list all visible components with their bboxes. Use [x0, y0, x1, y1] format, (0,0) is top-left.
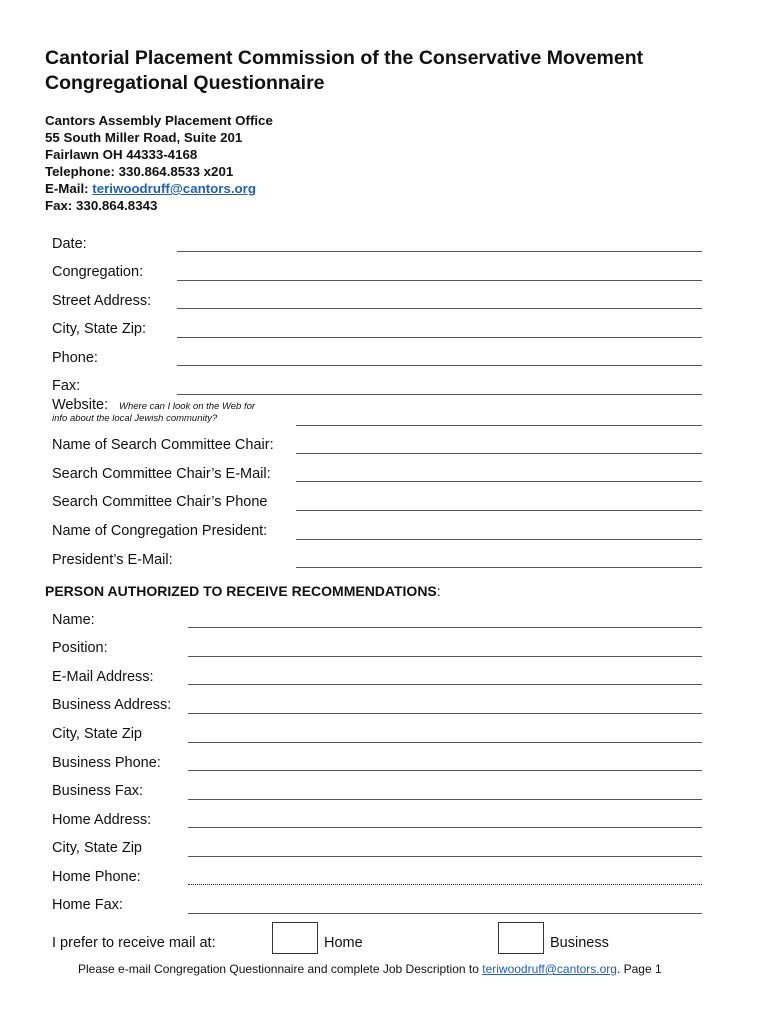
auth-name-label: Name: — [52, 612, 95, 628]
phone-field[interactable] — [177, 365, 702, 366]
office-email-row — [45, 180, 273, 197]
home-address-label: Home Address: — [52, 812, 152, 828]
search-chair-phone-label: Search Committee Chair’s Phone — [52, 494, 268, 510]
street-address-label: Street Address: — [52, 293, 152, 309]
home-fax-label: Home Fax: — [52, 897, 123, 913]
phone-label: Phone: — [52, 350, 98, 366]
title-line-2: Congregational Questionnaire — [45, 72, 325, 94]
business-address-field[interactable] — [188, 713, 702, 714]
president-email-label: President’s E-Mail: — [52, 552, 173, 568]
website-label: Website: — [52, 397, 109, 413]
office-fax: Fax: 330.864.8343 — [45, 198, 158, 213]
home-phone-label: Home Phone: — [52, 869, 141, 885]
website-hint-line-1: Where can I look on the Web for — [119, 401, 256, 412]
office-city: Fairlawn OH 44333-4168 — [45, 147, 198, 162]
search-chair-phone-field[interactable] — [296, 510, 702, 511]
president-name-field[interactable] — [296, 539, 702, 540]
city-state-zip-field[interactable] — [177, 337, 702, 338]
mail-preference-label: I prefer to receive mail at: — [52, 935, 216, 951]
home-address-field[interactable] — [188, 827, 702, 828]
office-address-block — [45, 112, 273, 214]
auth-position-label: Position: — [52, 640, 108, 656]
business-city-field[interactable] — [188, 742, 702, 743]
footer-line — [78, 962, 662, 976]
auth-email-field[interactable] — [188, 684, 702, 685]
home-checkbox-label: Home — [324, 935, 363, 951]
search-chair-name-field[interactable] — [296, 453, 702, 454]
fax-label: Fax: — [52, 378, 81, 394]
office-email-link[interactable]: teriwoodruff@cantors.org — [92, 181, 256, 196]
business-checkbox[interactable] — [498, 922, 544, 954]
office-street: 55 South Miller Road, Suite 201 — [45, 130, 243, 145]
footer-page-number: . Page 1 — [616, 962, 662, 976]
business-fax-field[interactable] — [188, 799, 702, 800]
president-name-label: Name of Congregation President: — [52, 523, 268, 539]
auth-email-label: E-Mail Address: — [52, 669, 154, 685]
office-telephone: Telephone: 330.864.8533 x201 — [45, 164, 234, 179]
home-checkbox[interactable] — [272, 922, 318, 954]
home-city-field[interactable] — [188, 856, 702, 857]
footer-email-link[interactable]: teriwoodruff@cantors.org — [482, 962, 617, 976]
congregation-label: Congregation: — [52, 264, 144, 280]
congregation-field[interactable] — [177, 280, 702, 281]
office-name: Cantors Assembly Placement Office — [45, 113, 273, 128]
home-city-label: City, State Zip — [52, 840, 142, 856]
home-fax-field[interactable] — [188, 913, 702, 914]
city-state-zip-label: City, State Zip: — [52, 321, 147, 337]
business-address-label: Business Address: — [52, 697, 172, 713]
search-chair-name-label: Name of Search Committee Chair: — [52, 437, 274, 453]
website-hint-line-2: info about the local Jewish community? — [52, 413, 218, 424]
business-phone-field[interactable] — [188, 770, 702, 771]
business-phone-label: Business Phone: — [52, 755, 161, 771]
search-chair-email-field[interactable] — [296, 481, 702, 482]
fax-field[interactable] — [177, 394, 702, 395]
business-fax-label: Business Fax: — [52, 783, 144, 799]
date-field[interactable] — [177, 251, 702, 252]
street-address-field[interactable] — [177, 308, 702, 309]
date-label: Date: — [52, 236, 87, 252]
authorized-heading-colon: : — [436, 583, 441, 599]
business-city-label: City, State Zip — [52, 726, 142, 742]
footer-text: Please e-mail Congregation Questionnaire and complete Job Description to — [78, 962, 483, 976]
website-field[interactable] — [296, 425, 702, 426]
business-checkbox-label: Business — [550, 935, 609, 951]
president-email-field[interactable] — [296, 567, 702, 568]
title-line-1: Cantorial Placement Commission of the Conservative Movement — [45, 47, 644, 69]
home-phone-field[interactable] — [188, 884, 702, 885]
auth-name-field[interactable] — [188, 627, 702, 628]
office-email-label: E-Mail: — [45, 181, 93, 196]
authorized-person-heading — [45, 583, 441, 599]
search-chair-email-label: Search Committee Chair’s E-Mail: — [52, 466, 271, 482]
authorized-heading-text: PERSON AUTHORIZED TO RECEIVE RECOMMENDATIONS — [45, 583, 437, 599]
auth-position-field[interactable] — [188, 656, 702, 657]
